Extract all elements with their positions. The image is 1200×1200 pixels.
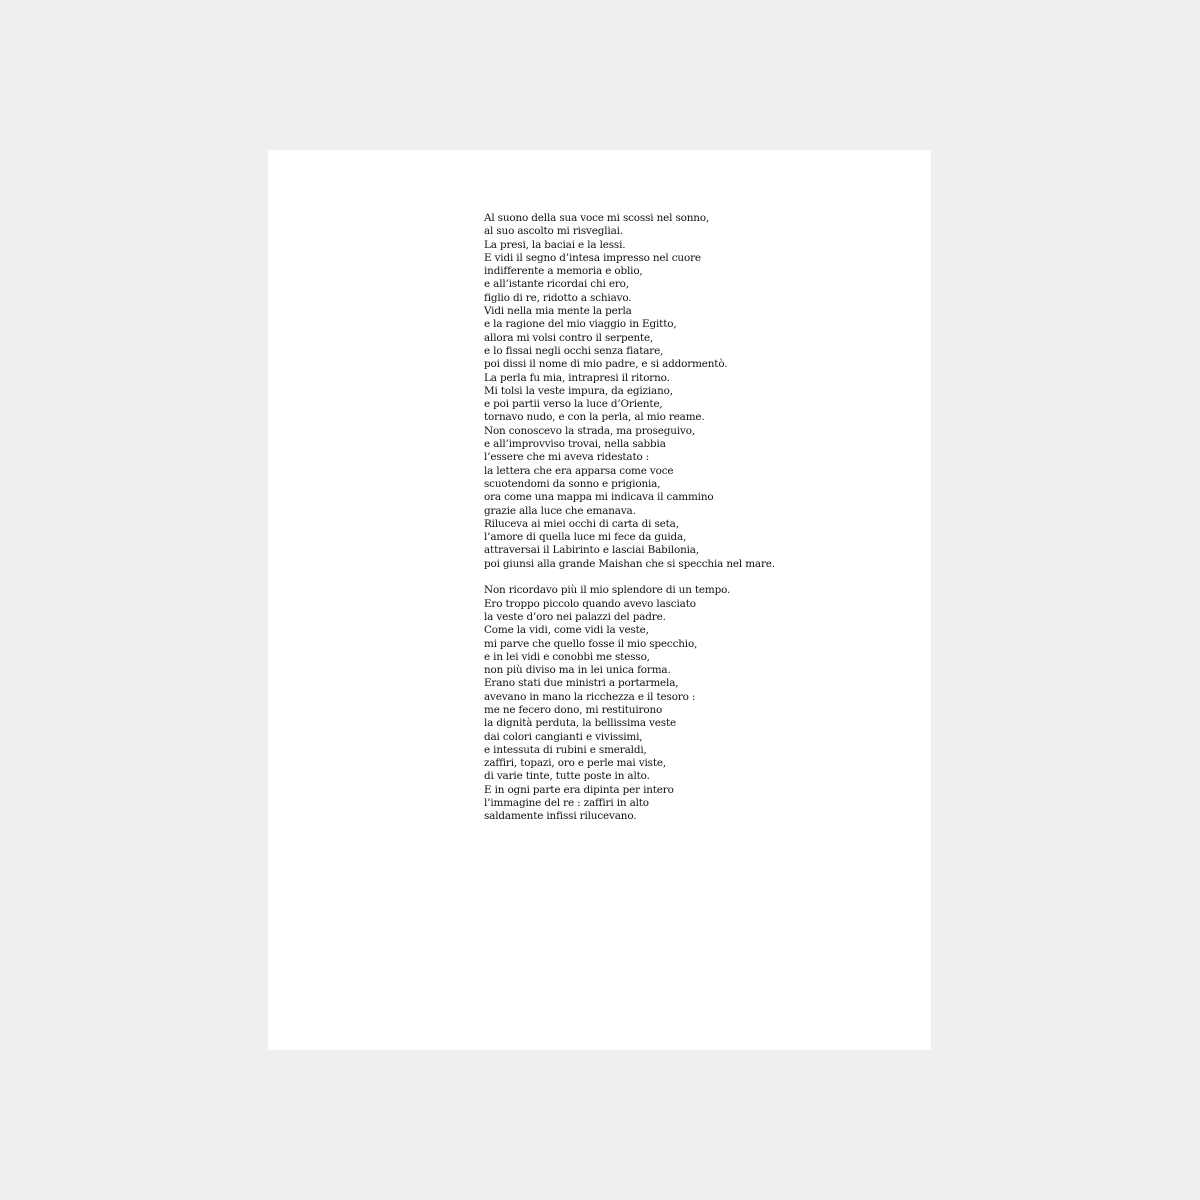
poem-line: e all’istante ricordai chi ero,: [484, 278, 629, 291]
poem-line: indifferente a memoria e oblio,: [484, 265, 643, 278]
poem-line: La presi, la baciai e la lessi.: [484, 238, 626, 251]
poem-line: E vidi il segno d’intesa impresso nel cuore: [484, 251, 701, 264]
poem-line: scuotendomi da sonno e prigionia,: [484, 477, 661, 490]
poem-line: l’amore di quella luce mi fece da guida,: [484, 531, 687, 544]
poem-text: [484, 212, 904, 824]
document-page: [268, 150, 931, 1050]
poem-line: saldamente infissi rilucevano.: [484, 810, 637, 823]
stanza-2: [484, 584, 904, 823]
poem-line: al suo ascolto mi risvegliai.: [484, 225, 623, 238]
poem-line: E in ogni parte era dipinta per intero: [484, 783, 674, 796]
poem-line: e la ragione del mio viaggio in Egitto,: [484, 318, 677, 331]
poem-line: attraversai il Labirinto e lasciai Babilonia,: [484, 544, 699, 557]
poem-line: e in lei vidi e conobbi me stesso,: [484, 650, 650, 663]
poem-line: e all’improvviso trovai, nella sabbia: [484, 438, 666, 451]
poem-line: Come la vidi, come vidi la veste,: [484, 624, 649, 637]
poem-line: di varie tinte, tutte poste in alto.: [484, 770, 650, 783]
poem-line: tornavo nudo, e con la perla, al mio reame.: [484, 411, 705, 424]
poem-line: Ero troppo piccolo quando avevo lasciato: [484, 597, 696, 610]
poem-line: l’essere che mi aveva ridestato :: [484, 451, 650, 464]
poem-line: e intessuta di rubini e smeraldi,: [484, 743, 647, 756]
poem-line: Mi tolsi la veste impura, da egiziano,: [484, 384, 673, 397]
poem-line: mi parve che quello fosse il mio specchio,: [484, 637, 698, 650]
poem-line: Non ricordavo più il mio splendore di un tempo.: [484, 584, 731, 597]
poem-line: non più diviso ma in lei unica forma.: [484, 664, 671, 677]
poem-line: dai colori cangianti e vivissimi,: [484, 730, 643, 743]
poem-line: Erano stati due ministri a portarmela,: [484, 677, 679, 690]
poem-line: l’immagine del re : zaffiri in alto: [484, 797, 649, 810]
poem-line: poi giunsi alla grande Maishan che si specchia nel mare.: [484, 557, 775, 570]
poem-line: Non conoscevo la strada, ma proseguivo,: [484, 424, 695, 437]
poem-line: e lo fissai negli occhi senza fiatare,: [484, 344, 664, 357]
poem-line: la lettera che era apparsa come voce: [484, 464, 674, 477]
poem-line: grazie alla luce che emanava.: [484, 504, 636, 517]
poem-line: zaffiri, topazi, oro e perle mai viste,: [484, 757, 667, 770]
poem-line: Vidi nella mia mente la perla: [484, 305, 632, 318]
poem-line: ora come una mappa mi indicava il cammino: [484, 491, 714, 504]
poem-line: avevano in mano la ricchezza e il tesoro :: [484, 690, 696, 703]
poem-line: poi dissi il nome di mio padre, e si addormentò.: [484, 358, 728, 371]
poem-line: la dignità perduta, la bellissima veste: [484, 717, 676, 730]
poem-line: figlio di re, ridotto a schiavo.: [484, 291, 632, 304]
poem-line: allora mi volsi contro il serpente,: [484, 331, 654, 344]
stanza-1: [484, 212, 904, 571]
poem-line: me ne fecero dono, mi restituirono: [484, 703, 663, 716]
poem-line: Riluceva ai miei occhi di carta di seta,: [484, 517, 679, 530]
poem-line: La perla fu mia, intrapresi il ritorno.: [484, 371, 670, 384]
poem-line: Al suono della sua voce mi scossi nel sonno,: [484, 212, 710, 224]
poem-line: e poi partii verso la luce d’Oriente,: [484, 398, 663, 411]
poem-line: la veste d’oro nei palazzi del padre.: [484, 610, 666, 623]
